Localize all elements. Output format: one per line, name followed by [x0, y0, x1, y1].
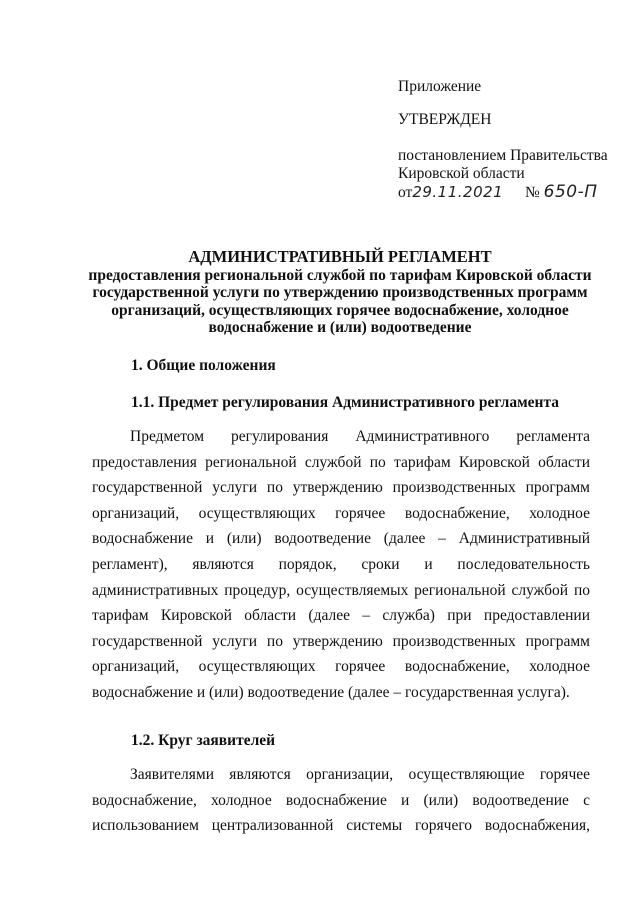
paragraph-line: государственной услуги по утверждению производственных программ	[92, 479, 590, 497]
paragraph-line: государственной услуги по утверждению производственных программ	[92, 632, 590, 650]
section-1-2-paragraph	[92, 762, 590, 839]
decree-date-row	[398, 183, 598, 202]
section-1-heading: 1. Общие положения	[131, 357, 276, 374]
date-prefix: от	[398, 184, 413, 201]
title-main: АДМИНИСТРАТИВНЫЙ РЕГЛАМЕНТ	[188, 247, 492, 266]
number-prefix: №	[524, 184, 540, 201]
paragraph-line: использованием централизованной системы горячего водоснабжения,	[92, 817, 590, 835]
approved-label: УТВЕРЖДЕН	[398, 111, 492, 128]
title-line-4: водоснабжение и (или) водоотведение	[208, 319, 472, 336]
appendix-label: Приложение	[398, 78, 482, 95]
paragraph-line: организаций, осуществляющих горячее водоснабжение, холодное	[92, 658, 590, 676]
title-line-3: организаций, осуществляющих горячее водоснабжение, холодное	[111, 301, 569, 319]
decree-line-2: Кировской области	[398, 165, 525, 182]
paragraph-line: организаций, осуществляющих горячее водоснабжение, холодное	[92, 504, 590, 522]
paragraph-line: предоставления региональной службой по тарифам Кировской области	[92, 453, 590, 471]
paragraph-line: регламент), являются порядок, сроки и последовательность	[92, 555, 590, 573]
document-title	[80, 248, 600, 337]
paragraph-line: водоснабжение, холодное водоснабжение и (или) водоотведение с	[92, 791, 590, 809]
section-1-1-heading: 1.1. Предмет регулирования Административного регламента	[131, 394, 560, 411]
paragraph-line: тарифам Кировской области (далее – служба) при предоставлении	[92, 607, 590, 625]
title-line-1: предоставления региональной службой по тарифам Кировской области	[88, 266, 592, 284]
paragraph-line: Заявителями являются организации, осуществляющие горячее	[130, 766, 590, 783]
paragraph-line: Предметом регулирования Административного регламента	[130, 428, 590, 445]
section-1-1-paragraph	[92, 424, 590, 706]
handwritten-number: 650-П	[543, 182, 598, 202]
paragraph-line: водоснабжение и (или) водоотведение (далее – Административный	[92, 530, 590, 548]
paragraph-line: административных процедур, осуществляемых региональной службой по	[92, 581, 590, 599]
title-line-2: государственной услуги по утверждению производственных программ	[92, 284, 588, 301]
handwritten-date: 29.11.2021	[412, 183, 504, 201]
section-1-2-heading: 1.2. Круг заявителей	[131, 732, 276, 749]
decree-line-1: постановлением Правительства	[398, 147, 608, 164]
paragraph-line: водоснабжение и (или) водоотведение (далее – государственная услуга).	[92, 683, 570, 701]
